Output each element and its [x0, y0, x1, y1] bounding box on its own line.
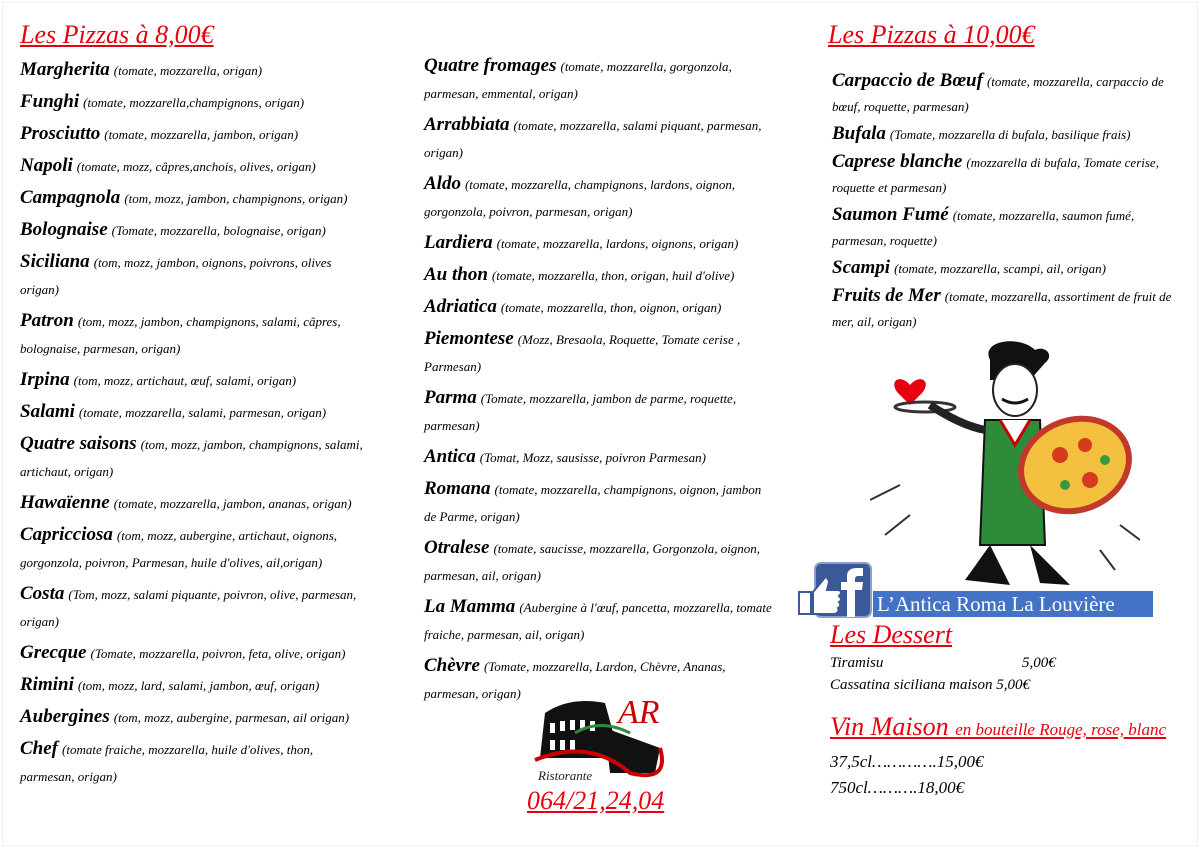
pizza-name: Margherita — [20, 59, 110, 80]
pizza-name: Quatre saisons — [20, 433, 137, 454]
pizza-name: Lardiera — [424, 232, 493, 253]
menu-item — [832, 68, 1177, 119]
pizza-ingredients: (tom, mozz, jambon, oignons, poivrons, olives origan) — [20, 255, 332, 297]
facebook-page-name[interactable]: L’Antica Roma La Louvière — [873, 591, 1153, 617]
wine-dots: …………. — [872, 752, 937, 771]
pizza-name: Bufala — [832, 123, 886, 144]
menu-item — [832, 121, 1177, 147]
pizza-ingredients: (tomate fraiche, mozzarella, huile d'olives, thon, parmesan, origan) — [20, 742, 314, 784]
logo-monogram: AR — [618, 694, 660, 731]
pizza-ingredients: (tomate, mozzarella, gorgonzola, parmesan, emmental, origan) — [424, 59, 732, 101]
menu-item — [424, 534, 774, 589]
menu-item — [424, 443, 774, 471]
menu-item — [20, 703, 370, 731]
wine-size: 37,5cl — [830, 752, 873, 771]
pizza-ingredients: (tom, mozz, jambon, champignons, origan) — [124, 191, 348, 206]
pizzas-8-column — [20, 20, 370, 794]
pizza-ingredients: (mozzarella di bufala, Tomate cerise, roquette et parmesan) — [832, 155, 1159, 195]
pizza-ingredients: (tom, mozz, lard, salami, jambon, œuf, origan) — [77, 678, 320, 693]
menu-item — [424, 593, 774, 648]
pizza-name: Costa — [20, 583, 65, 604]
menu-item — [424, 384, 774, 439]
menu-item — [832, 255, 1177, 281]
pizza-ingredients: (Tomate, mozzarella di bufala, basilique frais) — [889, 127, 1131, 142]
dessert-price: 5,00€ — [996, 677, 1031, 693]
pizza-name: Piemontese — [424, 328, 514, 349]
pizza-name: Salami — [20, 401, 75, 422]
pizza-name: Romana — [424, 478, 491, 499]
menu-item — [424, 229, 774, 257]
pizza-ingredients: (tomate, mozzarella,champignons, origan) — [83, 95, 305, 110]
menu-item — [20, 56, 370, 84]
pizza-ingredients: (Tomate, mozzarella, Lardon, Chèvre, Ananas, parmesan, origan) — [424, 659, 726, 701]
pizza-name: Rimini — [20, 674, 74, 695]
pizza-name: Aubergines — [20, 706, 110, 727]
pizza-ingredients: (tomate, mozzarella, thon, origan, huil d'olive) — [491, 268, 735, 283]
dessert-name: Cassatina siciliana maison — [830, 677, 993, 693]
pizzas-10-column — [828, 20, 1177, 336]
pizza-ingredients: (Tomate, mozzarella, poivron, feta, olive, origan) — [90, 646, 346, 661]
menu-item — [20, 88, 370, 116]
dessert-row — [830, 674, 1190, 696]
pizza-name: Otralese — [424, 537, 490, 558]
pizza-name: Adriatica — [424, 296, 497, 317]
pizza-name: Caprese blanche — [832, 151, 963, 172]
wine-dots: ………. — [867, 778, 918, 797]
pizza-ingredients: (tomate, mozzarella, thon, oignon, origan) — [500, 300, 722, 315]
dessert-row — [830, 652, 1190, 674]
pizza-ingredients: (tomate, mozzarella, origan) — [113, 63, 263, 78]
menu-item — [20, 735, 370, 790]
wine-size: 750cl — [830, 778, 868, 797]
pizza-name: Au thon — [424, 264, 488, 285]
menu-item — [424, 261, 774, 289]
pizza-ingredients: (tomate, mozzarella, saumon fumé, parmesan, roquette) — [832, 208, 1135, 248]
pizza-name: Fruits de Mer — [832, 285, 941, 306]
pizza-ingredients: (tom, mozz, artichaut, œuf, salami, origan) — [73, 373, 297, 388]
wine-row — [830, 775, 1190, 801]
pizza-name: Chèvre — [424, 655, 480, 676]
pizza-name: Capricciosa — [20, 524, 113, 545]
pizza-name: Hawaïenne — [20, 492, 110, 513]
pizza-ingredients: (Tomate, mozzarella, jambon de parme, roquette, parmesan) — [424, 391, 737, 433]
pizza-name: Campagnola — [20, 187, 121, 208]
pizza-name: Antica — [424, 446, 476, 467]
facebook-like-icon — [797, 562, 873, 618]
pizza-name: Patron — [20, 310, 74, 331]
pizza-ingredients: (tomate, mozzarella, salami, parmesan, origan) — [78, 405, 327, 420]
pizza-ingredients: (tomate, mozzarella, carpaccio de bœuf, roquette, parmesan) — [832, 74, 1164, 114]
menu-item — [20, 489, 370, 517]
pizza-ingredients: (tomate, mozzarella, lardons, oignons, origan) — [496, 236, 739, 251]
menu-item — [20, 366, 370, 394]
wine-price: 15,00€ — [936, 752, 984, 771]
pizza-ingredients: (tom, mozz, aubergine, parmesan, ail origan) — [113, 710, 350, 725]
wine-row — [830, 749, 1190, 775]
pizza-ingredients: (Tom, mozz, salami piquante, poivron, olive, parmesan, origan) — [20, 587, 357, 629]
pizza-name: Funghi — [20, 91, 80, 112]
pizza-ingredients: (tomate, mozzarella, salami piquant, parmesan, origan) — [424, 118, 762, 160]
pizza-name: Chef — [20, 738, 58, 759]
pizza-name: Bolognaise — [20, 219, 108, 240]
pizza-name: Irpina — [20, 369, 70, 390]
pizza-name: Parma — [424, 387, 477, 408]
logo-text: Ristorante — [538, 768, 593, 783]
pizza-name: Aldo — [424, 173, 461, 194]
pizza-ingredients: (tom, mozz, aubergine, artichaut, oignons, gorgonzola, poivron, Parmesan, huile d'olives, ail,origan) — [20, 528, 338, 570]
section-title-pizzas-10: Les Pizzas à 10,00€ — [828, 20, 1035, 49]
restaurant-logo — [530, 688, 680, 788]
menu-item — [832, 149, 1177, 200]
phone-number[interactable]: 064/21,24,04 — [527, 786, 665, 815]
pizza-name: Quatre fromages — [424, 55, 557, 76]
menu-item — [424, 293, 774, 321]
dessert-name: Tiramisu — [830, 655, 884, 671]
menu-item — [20, 216, 370, 244]
menu-item — [832, 283, 1177, 334]
pizza-name: La Mamma — [424, 596, 516, 617]
pizza-ingredients: (tom, mozz, jambon, champignons, salami, artichaut, origan) — [20, 437, 363, 479]
wine-subtitle: en bouteille Rouge, rose, blanc — [955, 720, 1167, 739]
pizzas-8-column-continued — [424, 52, 774, 711]
pizza-name: Carpaccio de Bœuf — [832, 70, 983, 91]
desserts-title: Les Dessert — [830, 620, 953, 649]
dessert-price: 5,00€ — [1022, 655, 1056, 671]
menu-item — [20, 120, 370, 148]
pizza-ingredients: (tomate, mozzarella, champignons, oignon, jambon de Parme, origan) — [424, 482, 762, 524]
chef-illustration — [870, 335, 1140, 590]
menu-item — [20, 307, 370, 362]
menu-item — [20, 398, 370, 426]
menu-item — [20, 580, 370, 635]
wine-title-text: Vin Maison — [830, 712, 949, 741]
pizza-ingredients: (tom, mozz, jambon, champignons, salami, câpres, bolognaise, parmesan, origan) — [20, 314, 341, 356]
pizza-name: Scampi — [832, 257, 891, 278]
menu-item — [20, 184, 370, 212]
pizza-ingredients: (Tomate, mozzarella, bolognaise, origan) — [111, 223, 326, 238]
pizza-ingredients: (tomate, mozzarella, champignons, lardons, oignon, gorgonzola, poivron, parmesan, origan) — [424, 177, 736, 219]
pizza-ingredients: (tomate, mozzarella, scampi, ail, origan) — [894, 261, 1106, 276]
menu-item — [424, 52, 774, 107]
section-title-pizzas-8: Les Pizzas à 8,00€ — [20, 20, 214, 49]
desserts-section — [830, 620, 1190, 801]
menu-item — [424, 111, 774, 166]
pizza-name: Arrabbiata — [424, 114, 510, 135]
pizza-ingredients: (Mozz, Bresaola, Roquette, Tomate cerise , Parmesan) — [424, 332, 741, 374]
pizza-name: Grecque — [20, 642, 87, 663]
wine-price: 18,00€ — [917, 778, 965, 797]
menu-item — [20, 152, 370, 180]
pizza-ingredients: (tomate, mozz, câpres,anchois, olives, origan) — [76, 159, 316, 174]
pizza-ingredients: (tomate, saucisse, mozzarella, Gorgonzola, oignon, parmesan, ail, origan) — [424, 541, 761, 583]
menu-item — [424, 475, 774, 530]
menu-item — [424, 170, 774, 225]
pizza-name: Siciliana — [20, 251, 90, 272]
pizza-ingredients: (tomate, mozzarella, assortiment de fruit de mer, ail, origan) — [832, 289, 1172, 329]
menu-item — [424, 325, 774, 380]
menu-item — [20, 639, 370, 667]
pizza-name: Napoli — [20, 155, 73, 176]
menu-item — [20, 248, 370, 303]
pizza-ingredients: (tomate, mozzarella, jambon, ananas, origan) — [113, 496, 352, 511]
pizza-name: Saumon Fumé — [832, 204, 949, 225]
pizza-ingredients: (Aubergine à l'œuf, pancetta, mozzarella, tomate fraiche, parmesan, ail, origan) — [424, 600, 772, 642]
pizza-ingredients: (Tomat, Mozz, sausisse, poivron Parmesan) — [479, 450, 706, 465]
pizza-ingredients: (tomate, mozzarella, jambon, origan) — [104, 127, 299, 142]
menu-item — [20, 671, 370, 699]
menu-item — [832, 202, 1177, 253]
menu-item — [20, 430, 370, 485]
wine-title — [830, 712, 1190, 745]
pizza-name: Prosciutto — [20, 123, 101, 144]
menu-item — [20, 521, 370, 576]
